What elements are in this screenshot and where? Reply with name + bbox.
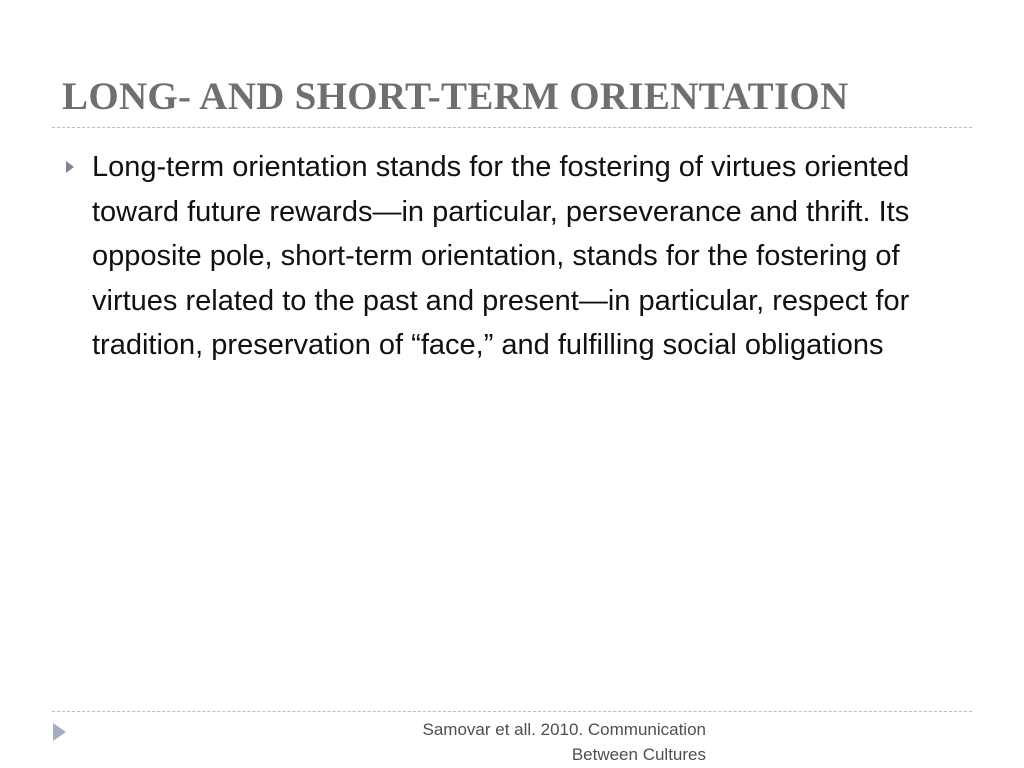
title-divider <box>52 127 972 128</box>
footer-divider <box>52 711 972 712</box>
triangle-bullet-icon <box>66 161 74 173</box>
footer-citation: Samovar et all. 2010. Communication Between Cultures <box>422 720 706 764</box>
bullet-text: Long-term orientation stands for the fostering of virtues oriented toward future rewards—in particular, perseverance and thrift. Its opposite pole, short-term orientation, stands for the fostering of virtues related to the past and present—in particular, respect for tradition, preservation of “face,” and fulfilling social obligations <box>92 151 910 361</box>
triangle-next-icon[interactable] <box>53 723 66 741</box>
slide-title: LONG- AND SHORT-TERM ORIENTATION <box>62 75 849 118</box>
